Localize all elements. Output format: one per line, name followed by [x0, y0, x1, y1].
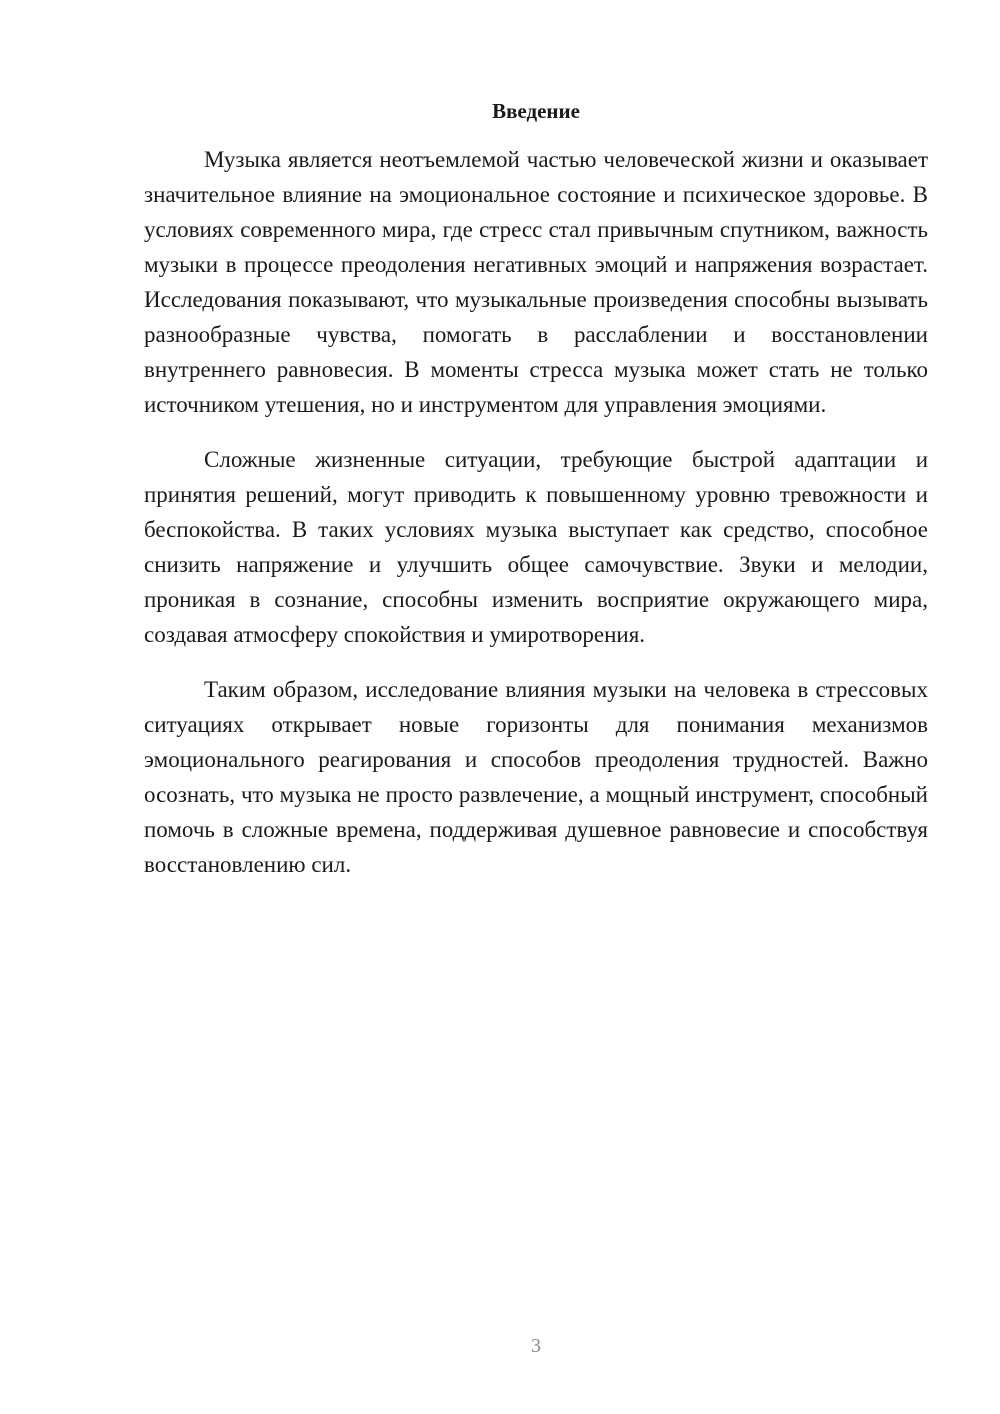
paragraph-2: Сложные жизненные ситуации, требующие быстрой адаптации и принятия решений, могут приводить к повышенному уровню тревожности и беспокойства. В таких условиях музыка выступает как средство, способное снизить напряжение и улучшить общее самочувствие. Звуки и мелодии, проникая в сознание, способны изменить восприятие окружающего мира, создавая атмосферу спокойствия и умиротворения. — [144, 447, 928, 647]
section-heading: Введение — [492, 99, 580, 123]
paragraph-1: Музыка является неотъемлемой частью человеческой жизни и оказывает значительное влияние на эмоциональное состояние и психическое здоровье. В условиях современного мира, где стресс стал привычным спутником, важность музыки в процессе преодоления негативных эмоций и напряжения возрастает. Исследования показывают, что музыкальные произведения способны вызывать разнообразные чувства, помогать в расслаблении и восстановлении внутреннего равновесия. В моменты стресса музыка может стать не только источником утешения, но и инструментом для управления эмоциями. — [144, 147, 928, 417]
paragraph-3: Таким образом, исследование влияния музыки на человека в стрессовых ситуациях открывает новые горизонты для понимания механизмов эмоционального реагирования и способов преодоления трудностей. Важно осознать, что музыка не просто развлечение, а мощный инструмент, способный помочь в сложные времена, поддерживая душевное равновесие и способствуя восстановлению сил. — [144, 677, 928, 877]
page-number: 3 — [531, 1335, 541, 1357]
body-text — [144, 142, 928, 902]
